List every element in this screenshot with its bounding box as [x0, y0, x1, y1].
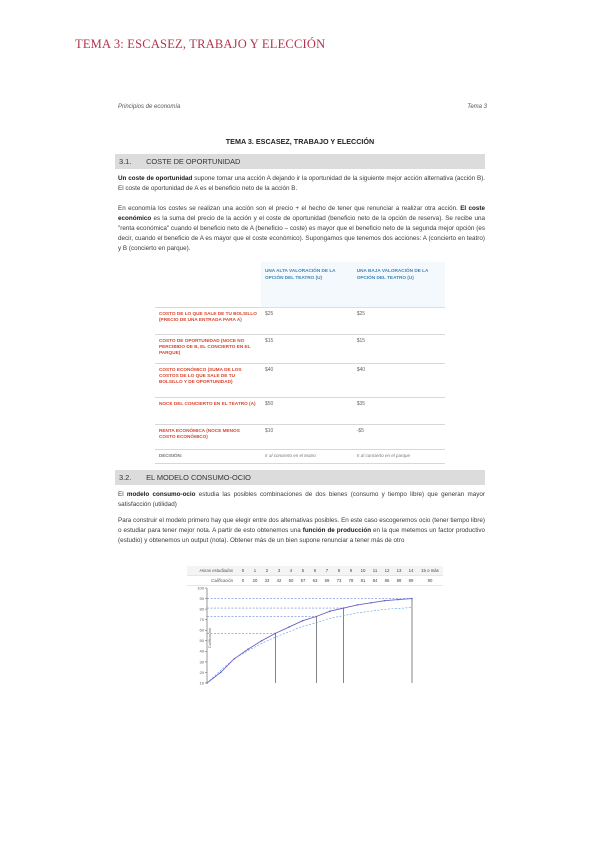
page-title: TEMA 3: ESCASEZ, TRABAJO Y ELECCIÓN	[75, 37, 326, 51]
running-header-right: Tema 3	[467, 104, 487, 110]
section-title: COSTE DE OPORTUNIDAD	[146, 157, 241, 166]
data-point	[288, 626, 290, 628]
text: El	[118, 491, 127, 498]
running-header-left: Principios de economía	[118, 104, 181, 110]
data-point	[411, 598, 413, 600]
section-heading-3-1	[115, 154, 485, 169]
row-label: RENTA ECONÓMICA (NOCE MENOS COSTO ECONÓMICO)	[155, 425, 261, 450]
y-tick-label: 50	[199, 638, 204, 644]
data-point	[370, 602, 372, 604]
row-label: DECISIÓN:	[155, 450, 261, 464]
cell-value: $15	[353, 335, 445, 364]
cell-value: Ir al concierto en el parque	[353, 450, 445, 464]
hours-cell: 4	[285, 566, 297, 576]
table-row	[155, 364, 445, 398]
hours-cell: 15 o más	[417, 566, 443, 576]
row-label: COSTO DE LO QUE SALE DE TU BOLSILLO (PRECIO DE UNA ENTRADA PARA A)	[155, 308, 261, 335]
hours-cell: 0	[237, 566, 249, 576]
cell-value: Ir al concierto en el teatro	[261, 450, 353, 464]
column-header: UNA BAJA VALORACIÓN DE LA OPCIÓN DEL TEATRO (U)	[353, 262, 445, 308]
row-label: COSTO DE OPORTUNIDAD (NOCE NO PERCIBIDO DE B, EL CONCIERTO EN EL PARQUE)	[155, 335, 261, 364]
data-point	[316, 616, 318, 618]
hours-cell: 8	[333, 566, 345, 576]
hours-cell: 6	[309, 566, 321, 576]
data-point	[329, 610, 331, 612]
row-label: Calificación	[187, 576, 237, 586]
y-tick-label: 20	[199, 669, 204, 675]
production-function-chart	[187, 583, 417, 686]
chart-series	[206, 598, 413, 684]
data-point	[384, 600, 386, 602]
section-number: 3.2.	[119, 473, 132, 482]
data-point	[275, 633, 277, 635]
data-point	[398, 599, 400, 601]
row-label: NOCE DEL CONCIERTO EN EL TEATRO (A)	[155, 398, 261, 425]
cell-value: $15	[261, 335, 353, 364]
hours-cell: 13	[393, 566, 405, 576]
y-tick-label: 80	[199, 606, 204, 612]
hours-cell: 2	[261, 566, 273, 576]
data-point	[357, 604, 359, 606]
text: es la suma del precio de la acción y el coste de oportunidad (beneficio neto de la opción de reserva). Se recibe una "renta económica" cuando el beneficio neto de A (beneficio – coste) es mayor que el beneficio neto de la segunda mejor opción (es decir, cuando el beneficio de A es mayor que el coste económico). Supongamos que tenemos dos acciones: A (concierto en teatro) y B (concierto en parque).	[118, 215, 485, 252]
hours-cell: 1	[249, 566, 261, 576]
hours-cell: 11	[369, 566, 381, 576]
cell-value: $25	[353, 308, 445, 335]
table-header-row	[155, 262, 445, 308]
y-tick-label: 70	[199, 617, 204, 623]
grade-cell: 50	[285, 576, 297, 586]
document-title: TEMA 3. ESCASEZ, TRABAJO Y ELECCIÓN	[225, 137, 375, 146]
cell-value: $40	[261, 364, 353, 398]
cell-value: $40	[353, 364, 445, 398]
data-point	[302, 620, 304, 622]
grade-cell: 63	[309, 576, 321, 586]
hours-cell: 12	[381, 566, 393, 576]
table-row	[155, 398, 445, 425]
grade-cell: 42	[273, 576, 285, 586]
section-number: 3.1.	[119, 157, 132, 166]
paragraph-modelo-consumo-ocio	[118, 490, 485, 510]
data-point	[343, 607, 345, 609]
table-row	[155, 425, 445, 450]
hours-cell: 5	[297, 566, 309, 576]
data-point	[220, 672, 222, 674]
hours-cell: 14	[405, 566, 417, 576]
y-tick-label: 60	[199, 627, 204, 633]
y-tick-label: 100	[197, 585, 204, 591]
grade-cell: 84	[369, 576, 381, 586]
data-point	[234, 658, 236, 660]
grade-cell: 89	[405, 576, 417, 586]
y-axis-label: Calificación	[207, 627, 212, 649]
y-tick-label: 40	[199, 648, 204, 654]
cell-value: $50	[261, 398, 353, 425]
row-label: COSTO ECONÓMICO (SUMA DE LOS COSTOS DE LO QUE SALE DE TU BOLSILLO Y DE OPORTUNIDAD)	[155, 364, 261, 398]
table-row	[155, 308, 445, 335]
y-tick-label: 30	[199, 659, 204, 665]
hours-cell: 10	[357, 566, 369, 576]
table-row	[155, 450, 445, 464]
data-point	[206, 682, 208, 684]
term: función de producción	[302, 527, 372, 534]
section-heading-3-2	[115, 470, 485, 485]
grade-cell: 57	[297, 576, 309, 586]
text: Para construir el modelo primero hay que elegir entre dos alternativas posibles. En este caso escogeremos ocio (tener tiempo libre) o estudiar para tener mejor nota. A partir de esto obtenemos una	[118, 517, 485, 534]
grade-cell: 20	[249, 576, 261, 586]
text: supone tomar una acción A dejando ir la oportunidad de la siguiente mejor acción alternativa (acción B). El coste de oportunidad de A es el beneficio neto de la acción B.	[118, 175, 485, 192]
grade-cell: 88	[393, 576, 405, 586]
cell-value: -$5	[353, 425, 445, 450]
paragraph-coste-oportunidad	[118, 174, 485, 194]
section-title: EL MODELO CONSUMO-OCIO	[146, 473, 251, 482]
text: en la que metemos un factor productivo (estudio) y obtenemos un output (nota). Obtener más de un bien supone renunciar a tener más de otro	[118, 527, 485, 544]
grade-cell: 69	[321, 576, 333, 586]
grade-cell: 73	[333, 576, 345, 586]
paragraph-coste-economico	[118, 204, 485, 254]
data-point	[261, 640, 263, 642]
production-curve	[207, 599, 412, 683]
hours-cell: 7	[321, 566, 333, 576]
term: modelo consumo-ocio	[126, 491, 196, 498]
cell-value: $35	[353, 398, 445, 425]
text: estudia las posibles combinaciones de dos bienes (consumo y tiempo libre) que generan mayor satisfacción (utilidad)	[118, 491, 485, 508]
table-row	[155, 335, 445, 364]
hours-cell: 9	[345, 566, 357, 576]
data-point	[247, 648, 249, 650]
term: Un coste de oportunidad	[118, 175, 193, 182]
cell-value: $25	[261, 308, 353, 335]
y-tick-label: 10	[199, 680, 204, 686]
grade-cell: 81	[357, 576, 369, 586]
hours-cell: 3	[273, 566, 285, 576]
table-corner	[155, 262, 261, 308]
column-header: UNA ALTA VALORACIÓN DE LA OPCIÓN DEL TEATRO (U)	[261, 262, 353, 308]
row-label: Horas estudiadas	[187, 566, 237, 576]
y-tick-labels	[197, 585, 204, 685]
cell-value: $10	[261, 425, 353, 450]
y-tick-label: 90	[199, 595, 204, 601]
grade-cell: 78	[345, 576, 357, 586]
term: El coste económico	[118, 205, 485, 222]
text: En economía los costes se realizan una acción son el precio + el hecho de tener que renunciar a realizar otra acción.	[118, 205, 461, 212]
grade-cell: 33	[261, 576, 273, 586]
table-row	[187, 566, 443, 576]
grade-cell: 90	[417, 576, 443, 586]
cost-table	[155, 262, 445, 464]
grade-cell: 86	[381, 576, 393, 586]
paragraph-funcion-produccion	[118, 516, 485, 546]
grade-cell: 0	[237, 576, 249, 586]
chart-grid	[205, 588, 412, 683]
